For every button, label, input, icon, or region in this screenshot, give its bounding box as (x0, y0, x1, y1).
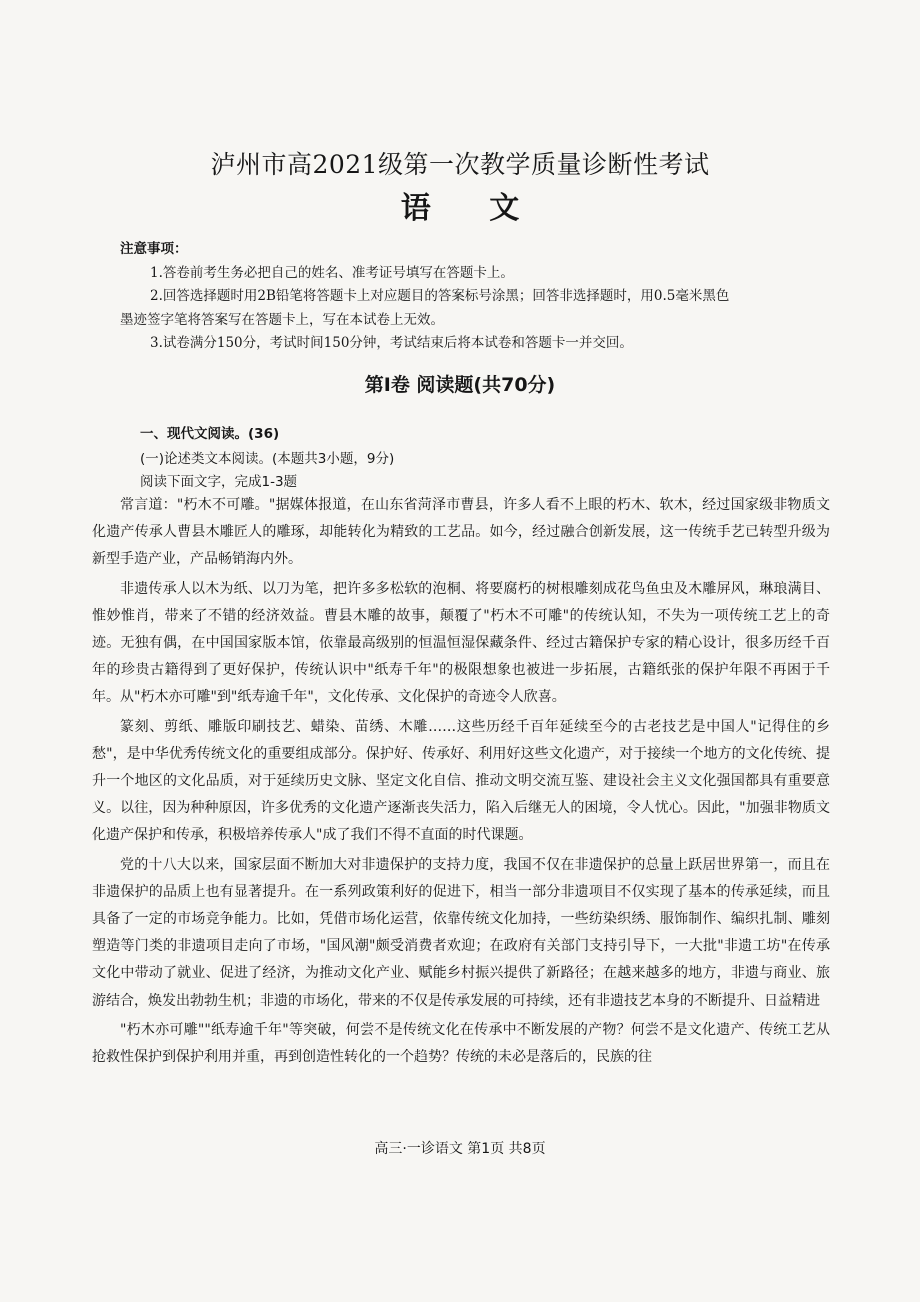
paragraph: "朽木亦可雕""纸寿逾千年"等突破，何尝不是传统文化在传承中不断发展的产物？何尝不是文化遗产、传统工艺从抢救性保护到保护利用并重，再到创造性转化的一个趋势？传统的未必是落后的，民族的往 (92, 1021, 830, 1066)
notice-block (120, 238, 820, 356)
paragraph: 篆刻、剪纸、雕版印刷技艺、蜡染、苗绣、木雕……这些历经千百年延续至今的古老技艺是中国人"记得住的乡愁"，是中华优秀传统文化的重要组成部分。保护好、传承好、利用好这些文化遗产，对于接续一个地方的文化传统、提升一个地区的文化品质，对于延续历史文脉、坚定文化自信、推动文明交流互鉴、建设社会主义文化强国都具有重要意义。以往，因为种种原因，许多优秀的文化遗产逐渐丧失活力，陷入后继无人的困境，令人忧心。因此，"加强非物质文化遗产保护和传承，积极培养传承人"成了我们不得不直面的时代课题。 (92, 718, 830, 844)
page-footer: 高三·一诊语文 第1页 共8页 (374, 1141, 546, 1157)
subject-title: 语 文 (400, 191, 544, 226)
section-heading: 一、现代文阅读。(36) (140, 426, 280, 442)
notice-title: 注意事项： (120, 241, 188, 257)
notice-item-2: 2.回答选择题时用2B铅笔将答题卡上对应题目的答案标号涂黑；回答非选择题时，用0.5毫米黑色 (150, 288, 730, 304)
paragraph: 常言道："朽木不可雕。"据媒体报道，在山东省菏泽市曹县，许多人看不上眼的朽木、软木，经过国家级非物质文化遗产传承人曹县木雕匠人的雕琢，却能转化为精致的工艺品。如今，经过融合创新发展，这一传统手艺已转型升级为新型手造产业，产品畅销海内外。 (92, 497, 830, 568)
section-instruction: 阅读下面文字，完成1-3题 (140, 474, 298, 490)
part-title: 第Ⅰ卷 阅读题(共70分) (364, 374, 556, 396)
notice-item-1: 1.答卷前考生务必把自己的姓名、准考证号填写在答题卡上。 (150, 264, 514, 281)
exam-title: 泸州市高2021级第一次教学质量诊断性考试 (210, 150, 710, 179)
reading-passage (92, 492, 830, 1073)
section-sub-heading: (一)论述类文本阅读。(本题共3小题，9分) (140, 451, 395, 467)
notice-item-3: 3.试卷满分150分，考试时间150分钟，考试结束后将本试卷和答题卡一并交回。 (150, 335, 633, 351)
paragraph: 非遗传承人以木为纸、以刀为笔，把许多多松软的泡桐、将要腐朽的树根雕刻成花鸟鱼虫及木雕屏风，琳琅满目、惟妙惟肖，带来了不错的经济效益。曹县木雕的故事，颠覆了"朽木不可雕"的传统认知，不失为一项传统工艺上的奇迹。无独有偶，在中国国家版本馆，依靠最高级别的恒温恒湿保藏条件、经过古籍保护专家的精心设计，很多历经千百年的珍贵古籍得到了更好保护，传统认识中"纸寿千年"的极限想象也被进一步拓展，古籍纸张的保护年限不再困于千年。从"朽木亦可雕"到"纸寿逾千年"，文化传承、文化保护的奇迹令人欣喜。 (92, 580, 830, 706)
paragraph: 党的十八大以来，国家层面不断加大对非遗保护的支持力度，我国不仅在非遗保护的总量上跃居世界第一，而且在非遗保护的品质上也有显著提升。在一系列政策利好的促进下，相当一部分非遗项目不仅实现了基本的传承延续，而且具备了一定的市场竞争能力。比如，凭借市场化运营，依靠传统文化加持，一些纺染织绣、服饰制作、编织扎制、雕刻塑造等门类的非遗项目走向了市场，"国风潮"颇受消费者欢迎；在政府有关部门支持引导下，一大批"非遗工坊"在传承文化中带动了就业、促进了经济，为推动文化产业、赋能乡村振兴提供了新路径；在越来越多的地方，非遗与商业、旅游结合，焕发出勃勃生机；非遗的市场化，带来的不仅是传承发展的可持续，还有非遗技艺本身的不断提升、日益精进 (92, 856, 830, 1009)
notice-item-2-cont: 墨迹签字笔将答案写在答题卡上，写在本试卷上无效。 (120, 311, 444, 328)
